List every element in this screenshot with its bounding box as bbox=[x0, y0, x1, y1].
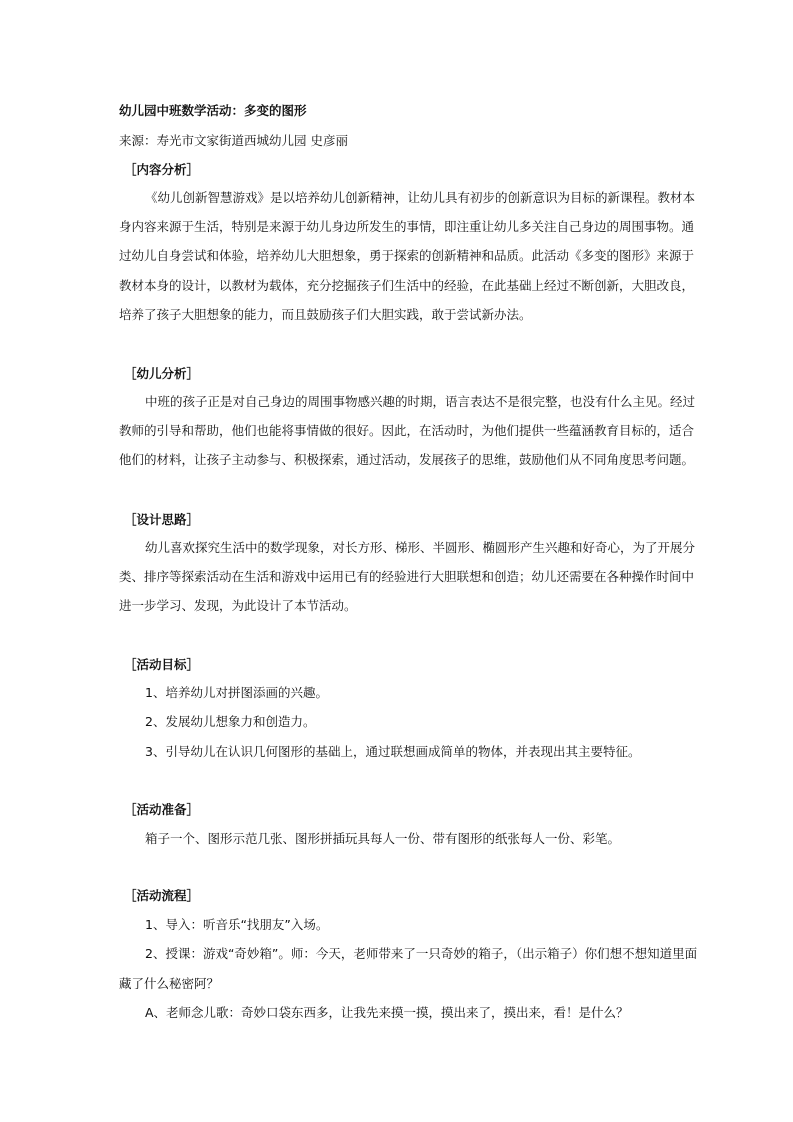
paragraph-line: 幼儿喜欢探究生活中的数学现象，对长方形、梯形、半圆形、椭圆形产生兴趣和好奇心，为了开展分 bbox=[145, 540, 696, 555]
section-heading-activity-process: ［活动流程］ bbox=[124, 888, 200, 903]
list-item: 3、引导幼儿在认识几何图形的基础上，通过联想画成简单的物体，并表现出其主要特征。 bbox=[145, 744, 641, 759]
section-heading-design-ideas: ［设计思路］ bbox=[124, 512, 200, 527]
paragraph-line: 他们的材料，让孩子主动参与、积极探索，通过活动，发展孩子的思维，鼓励他们从不同角度思考问题。 bbox=[119, 452, 695, 467]
document-title: 幼儿园中班数学活动：多变的图形 bbox=[119, 103, 307, 118]
list-item: 1、导入：听音乐“找朋友”入场。 bbox=[145, 917, 329, 932]
paragraph-line: 类、排序等探索活动在生活和游戏中运用已有的经验进行大胆联想和创造；幼儿还需要在各种操作时间中 bbox=[119, 569, 695, 584]
list-item: 2、发展幼儿想象力和创造力。 bbox=[145, 714, 316, 729]
section-heading-activity-goals: ［活动目标］ bbox=[124, 657, 200, 672]
paragraph-line: 教师的引导和帮助，他们也能将事情做的很好。因此，在活动时，为他们提供一些蕴涵教育目标的，适合 bbox=[119, 423, 695, 438]
list-item: 1、培养幼儿对拼图添画的兴趣。 bbox=[145, 685, 328, 700]
section-heading-child-analysis: ［幼儿分析］ bbox=[124, 366, 200, 381]
list-item: 2、授课：游戏“奇妙箱”。师：今天，老师带来了一只奇妙的箱子，（出示箱子）你们想不想知道里面 bbox=[145, 946, 698, 961]
paragraph-line: 《幼儿创新智慧游戏》是以培养幼儿创新精神，让幼儿具有初步的创新意识为目标的新课程。教材本 bbox=[145, 190, 696, 205]
paragraph-line: 进一步学习、发现，为此设计了本节活动。 bbox=[119, 598, 357, 613]
section-heading-content-analysis: ［内容分析］ bbox=[124, 162, 200, 177]
document-source: 来源：寿光市文家街道西城幼儿园 史彦丽 bbox=[119, 133, 348, 148]
section-heading-activity-preparation: ［活动准备］ bbox=[124, 802, 200, 817]
paragraph-line: 中班的孩子正是对自己身边的周围事物感兴趣的时期，语言表达不是很完整，也没有什么主见。经过 bbox=[145, 394, 696, 409]
paragraph-line: 身内容来源于生活，特别是来源于幼儿身边所发生的事情，即注重让幼儿多关注自己身边的周围事物。通 bbox=[119, 219, 695, 234]
paragraph-line: 过幼儿自身尝试和体验，培养幼儿大胆想象，勇于探索的创新精神和品质。此活动《多变的图形》来源于 bbox=[119, 248, 695, 263]
paragraph-line: 藏了什么秘密阿？ bbox=[119, 976, 220, 991]
paragraph-line: 培养了孩子大胆想象的能力，而且鼓励孩子们大胆实践，敢于尝试新办法。 bbox=[119, 307, 532, 322]
list-item: A、老师念儿歌：奇妙口袋东西多，让我先来摸一摸，摸出来了，摸出来，看！是什么？ bbox=[145, 1005, 629, 1020]
paragraph-line: 箱子一个、图形示范几张、图形拼插玩具每人一份、带有图形的纸张每人一份、彩笔。 bbox=[145, 831, 621, 846]
paragraph-line: 教材本身的设计，以教材为载体，充分挖掘孩子们生活中的经验，在此基础上经过不断创新，大胆改良， bbox=[119, 278, 695, 293]
